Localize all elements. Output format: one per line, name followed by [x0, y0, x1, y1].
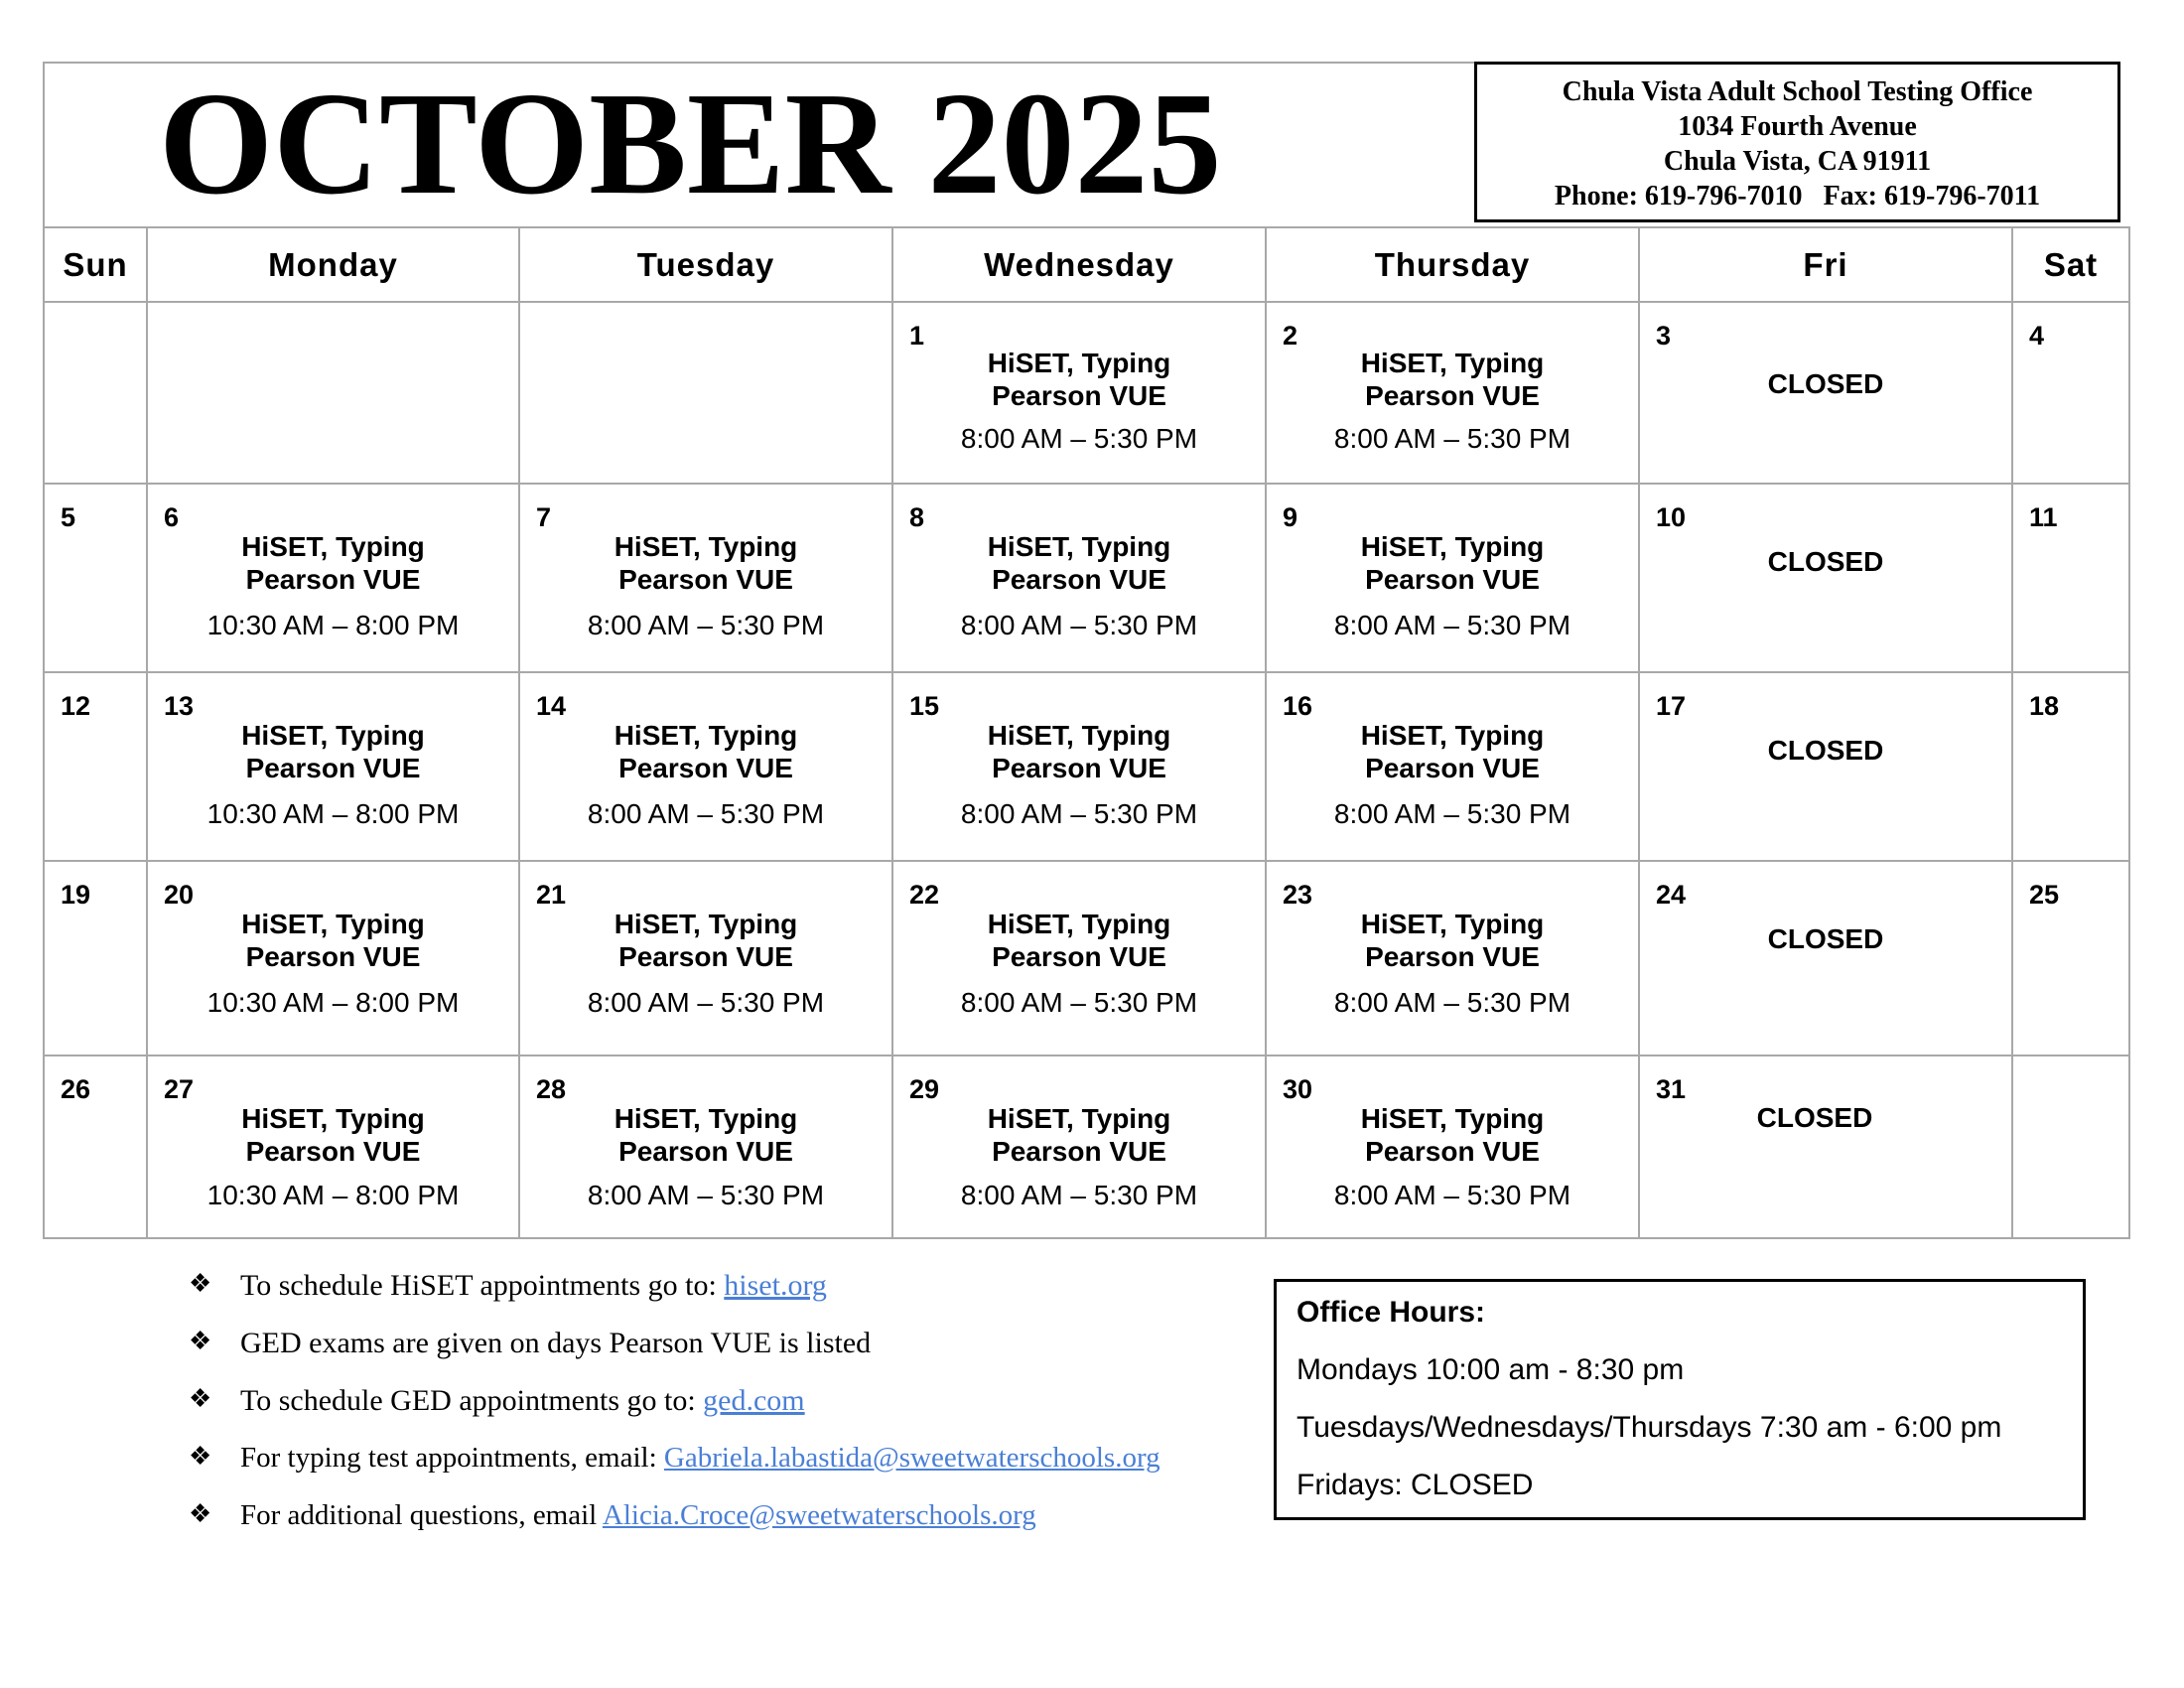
- day-number: 24: [1656, 880, 1687, 910]
- note-text: [240, 1499, 1036, 1532]
- day-number: 21: [536, 880, 567, 910]
- event-list: [893, 1102, 1265, 1168]
- office-hours-fridays: Fridays: CLOSED: [1297, 1469, 1534, 1501]
- week-row: [44, 1055, 2129, 1238]
- event-list: [148, 908, 518, 973]
- day-cell: [44, 672, 147, 861]
- event-list: [520, 1102, 891, 1168]
- event-hours: 8:00 AM – 5:30 PM: [587, 987, 825, 1018]
- day-cell: [1266, 484, 1639, 672]
- day-number: 29: [909, 1074, 940, 1104]
- day-cell: [44, 484, 147, 672]
- day-cell: [892, 672, 1266, 861]
- diamond-bullet-icon: ❖: [189, 1499, 212, 1528]
- day-number: 12: [61, 691, 91, 721]
- day-number: 27: [164, 1074, 195, 1104]
- closed-label: CLOSED: [1767, 735, 1884, 766]
- event-provider: Pearson VUE: [618, 1136, 793, 1167]
- weekday-header: Sat: [2012, 227, 2129, 302]
- note-link[interactable]: Alicia.Croce@sweetwaterschools.org: [602, 1499, 1036, 1531]
- day-number: 20: [164, 880, 195, 910]
- office-name: Chula Vista Adult School Testing Office: [1562, 76, 2033, 107]
- event-tests: HiSET, Typing: [1360, 909, 1545, 939]
- day-number: 22: [909, 880, 940, 910]
- day-number: 9: [1283, 502, 1298, 532]
- event-hours: 8:00 AM – 5:30 PM: [1333, 1180, 1571, 1210]
- note-link[interactable]: Gabriela.labastida@sweetwaterschools.org: [663, 1442, 1160, 1474]
- day-number: 25: [2029, 880, 2060, 910]
- day-number: 11: [2029, 502, 2058, 532]
- event-provider: Pearson VUE: [1365, 941, 1540, 972]
- day-number: 7: [536, 502, 552, 532]
- page-title: OCTOBER 2025: [159, 63, 1222, 225]
- event-list: [520, 719, 891, 784]
- note-text: [240, 1327, 871, 1360]
- note-label: To schedule HiSET appointments go to:: [240, 1269, 725, 1302]
- day-cell: [1266, 1055, 1639, 1238]
- closed-label: CLOSED: [1767, 546, 1884, 577]
- event-hours: 10:30 AM – 8:00 PM: [206, 798, 460, 829]
- event-provider: Pearson VUE: [618, 564, 793, 595]
- event-tests: HiSET, Typing: [1360, 720, 1545, 751]
- event-hours: 10:30 AM – 8:00 PM: [206, 610, 460, 640]
- event-list: [893, 719, 1265, 784]
- closed-label: CLOSED: [1767, 368, 1884, 399]
- day-number: 13: [164, 691, 195, 721]
- event-list: [148, 719, 518, 784]
- day-cell: [147, 672, 519, 861]
- event-list: [893, 908, 1265, 973]
- day-cell: [2012, 672, 2129, 861]
- event-tests: HiSET, Typing: [1360, 348, 1545, 378]
- event-provider: Pearson VUE: [992, 380, 1166, 411]
- office-hours-box: [1274, 1279, 2086, 1520]
- week-row: [44, 672, 2129, 861]
- event-hours: 8:00 AM – 5:30 PM: [1333, 423, 1571, 454]
- event-hours: 8:00 AM – 5:30 PM: [587, 610, 825, 640]
- day-cell: [1639, 1055, 2012, 1238]
- event-provider: Pearson VUE: [245, 564, 421, 595]
- office-hours-mondays: Mondays 10:00 am - 8:30 pm: [1297, 1353, 1685, 1386]
- event-list: [1267, 719, 1638, 784]
- weekday-header: Tuesday: [519, 227, 892, 302]
- weekday-header: Thursday: [1266, 227, 1639, 302]
- day-number: 2: [1283, 321, 1298, 351]
- day-cell: [1639, 672, 2012, 861]
- weekday-header: Sun: [44, 227, 147, 302]
- event-provider: Pearson VUE: [618, 753, 793, 783]
- city-state-zip: Chula Vista, CA 91911: [1663, 146, 1932, 177]
- office-hours-heading: Office Hours:: [1297, 1296, 1486, 1329]
- event-tests: HiSET, Typing: [241, 720, 425, 751]
- event-hours: 8:00 AM – 5:30 PM: [960, 1180, 1198, 1210]
- event-provider: Pearson VUE: [1365, 564, 1540, 595]
- event-list: [1267, 530, 1638, 596]
- event-tests: HiSET, Typing: [987, 531, 1171, 562]
- day-number: 10: [1656, 502, 1687, 532]
- day-cell: [519, 484, 892, 672]
- calendar-grid: [43, 226, 2130, 1239]
- day-cell: [519, 302, 892, 484]
- week-row: [44, 861, 2129, 1055]
- event-tests: HiSET, Typing: [614, 531, 798, 562]
- day-number: 5: [61, 502, 76, 532]
- event-hours: 10:30 AM – 8:00 PM: [206, 1180, 460, 1210]
- event-list: [893, 530, 1265, 596]
- event-tests: HiSET, Typing: [987, 909, 1171, 939]
- event-tests: HiSET, Typing: [614, 1103, 798, 1134]
- day-cell: [1266, 302, 1639, 484]
- day-number: 28: [536, 1074, 567, 1104]
- event-tests: HiSET, Typing: [614, 909, 798, 939]
- day-cell: [892, 484, 1266, 672]
- event-list: [893, 347, 1265, 412]
- event-hours: 8:00 AM – 5:30 PM: [1333, 610, 1571, 640]
- day-cell: [2012, 1055, 2129, 1238]
- event-hours: 8:00 AM – 5:30 PM: [960, 798, 1198, 829]
- day-cell: [44, 302, 147, 484]
- event-provider: Pearson VUE: [1365, 1136, 1540, 1167]
- street-address: 1034 Fourth Avenue: [1678, 111, 1917, 142]
- weekday-header-row: [44, 227, 2129, 302]
- note-link[interactable]: ged.com: [703, 1384, 805, 1417]
- note-text: [240, 1269, 827, 1303]
- event-tests: HiSET, Typing: [987, 348, 1171, 378]
- note-label: For additional questions, email: [240, 1499, 603, 1531]
- diamond-bullet-icon: ❖: [189, 1269, 212, 1298]
- weekday-header: Fri: [1639, 227, 2012, 302]
- day-cell: [44, 1055, 147, 1238]
- note-text: [240, 1442, 1160, 1475]
- day-cell: [892, 1055, 1266, 1238]
- event-tests: HiSET, Typing: [987, 1103, 1171, 1134]
- event-tests: HiSET, Typing: [241, 531, 425, 562]
- event-tests: HiSET, Typing: [614, 720, 798, 751]
- event-list: [520, 908, 891, 973]
- week-row: [44, 484, 2129, 672]
- day-cell: [147, 861, 519, 1055]
- day-cell: [147, 484, 519, 672]
- event-hours: 8:00 AM – 5:30 PM: [587, 1180, 825, 1210]
- day-cell: [1639, 302, 2012, 484]
- event-tests: HiSET, Typing: [1360, 1103, 1545, 1134]
- event-hours: 10:30 AM – 8:00 PM: [206, 987, 460, 1018]
- event-tests: HiSET, Typing: [241, 1103, 425, 1134]
- day-number: 14: [536, 691, 567, 721]
- event-provider: Pearson VUE: [245, 941, 421, 972]
- day-cell: [147, 1055, 519, 1238]
- event-hours: 8:00 AM – 5:30 PM: [960, 987, 1198, 1018]
- event-tests: HiSET, Typing: [241, 909, 425, 939]
- diamond-bullet-icon: ❖: [189, 1327, 212, 1355]
- closed-label: CLOSED: [1756, 1102, 1873, 1133]
- event-list: [1267, 1102, 1638, 1168]
- event-list: [148, 1102, 518, 1168]
- event-hours: 8:00 AM – 5:30 PM: [1333, 798, 1571, 829]
- day-number: 30: [1283, 1074, 1313, 1104]
- day-number: 31: [1656, 1074, 1687, 1104]
- day-cell: [2012, 302, 2129, 484]
- day-cell: [892, 302, 1266, 484]
- week-row: [44, 302, 2129, 484]
- note-link[interactable]: hiset.org: [724, 1269, 827, 1302]
- note-text: [240, 1384, 805, 1418]
- event-provider: Pearson VUE: [618, 941, 793, 972]
- day-number: 6: [164, 502, 180, 532]
- day-number: 8: [909, 502, 925, 532]
- event-hours: 8:00 AM – 5:30 PM: [1333, 987, 1571, 1018]
- event-hours: 8:00 AM – 5:30 PM: [960, 423, 1198, 454]
- event-provider: Pearson VUE: [992, 941, 1166, 972]
- diamond-bullet-icon: ❖: [189, 1384, 212, 1413]
- event-list: [1267, 347, 1638, 412]
- event-hours: 8:00 AM – 5:30 PM: [960, 610, 1198, 640]
- event-provider: Pearson VUE: [1365, 380, 1540, 411]
- day-number: 18: [2029, 691, 2060, 721]
- event-tests: HiSET, Typing: [987, 720, 1171, 751]
- day-cell: [2012, 861, 2129, 1055]
- event-provider: Pearson VUE: [992, 753, 1166, 783]
- event-list: [148, 530, 518, 596]
- day-cell: [892, 861, 1266, 1055]
- weekday-header: Wednesday: [892, 227, 1266, 302]
- day-cell: [519, 672, 892, 861]
- note-label: GED exams are given on days Pearson VUE is listed: [240, 1327, 872, 1359]
- address-box: [1474, 62, 2120, 222]
- day-cell: [1639, 484, 2012, 672]
- day-number: 19: [61, 880, 91, 910]
- day-number: 16: [1283, 691, 1313, 721]
- event-provider: Pearson VUE: [245, 753, 421, 783]
- event-provider: Pearson VUE: [992, 1136, 1166, 1167]
- day-cell: [44, 861, 147, 1055]
- day-number: 15: [909, 691, 940, 721]
- diamond-bullet-icon: ❖: [189, 1442, 212, 1471]
- note-label: To schedule GED appointments go to:: [240, 1384, 704, 1417]
- day-number: 4: [2029, 321, 2045, 351]
- event-provider: Pearson VUE: [1365, 753, 1540, 783]
- day-number: 1: [909, 321, 925, 351]
- event-list: [520, 530, 891, 596]
- day-cell: [1639, 861, 2012, 1055]
- closed-label: CLOSED: [1767, 923, 1884, 954]
- event-provider: Pearson VUE: [245, 1136, 421, 1167]
- day-cell: [1266, 861, 1639, 1055]
- event-hours: 8:00 AM – 5:30 PM: [587, 798, 825, 829]
- day-number: 23: [1283, 880, 1313, 910]
- office-hours-midweek: Tuesdays/Wednesdays/Thursdays 7:30 am - 6:00 pm: [1297, 1411, 2002, 1444]
- day-cell: [1266, 672, 1639, 861]
- note-label: For typing test appointments, email:: [240, 1442, 664, 1474]
- day-number: 17: [1656, 691, 1687, 721]
- event-list: [1267, 908, 1638, 973]
- fax-number: Fax: 619-796-7011: [1823, 181, 2041, 211]
- day-number: 26: [61, 1074, 91, 1104]
- day-cell: [519, 1055, 892, 1238]
- day-cell: [519, 861, 892, 1055]
- event-provider: Pearson VUE: [992, 564, 1166, 595]
- day-number: 3: [1656, 321, 1672, 351]
- phone-number: Phone: 619-796-7010: [1554, 181, 1803, 211]
- weekday-header: Monday: [147, 227, 519, 302]
- event-tests: HiSET, Typing: [1360, 531, 1545, 562]
- contact-line: [1477, 179, 2117, 213]
- day-cell: [2012, 484, 2129, 672]
- day-cell: [147, 302, 519, 484]
